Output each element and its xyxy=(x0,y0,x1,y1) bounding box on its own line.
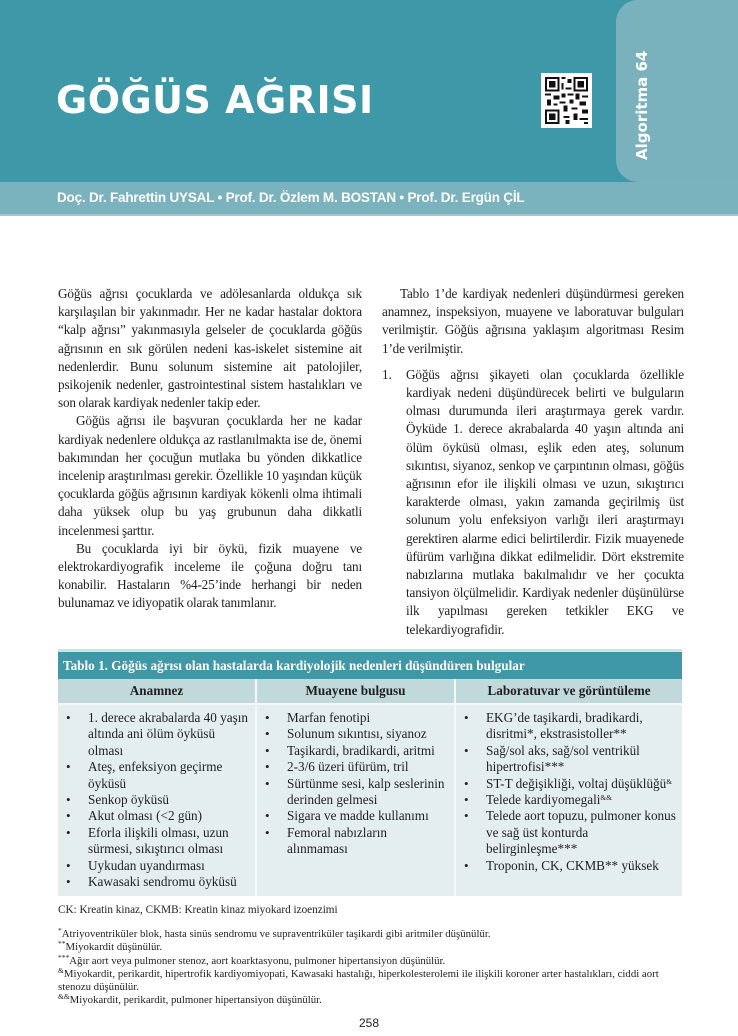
bullet-icon: • xyxy=(265,808,270,824)
table-list-item xyxy=(456,710,682,743)
table-list-item xyxy=(257,710,454,726)
table-list-item xyxy=(58,792,255,808)
footnote-mark: *** xyxy=(58,952,70,962)
item-text: Göğüs ağrısı şikayeti olan çocuklarda özellikle kardiyak nedeni düşündürecek belirti ve bulguların olması durumunda ileri araştırmaya gerek vardır. Öyküde 1. derece akrabalarda 40 yaşın altında ani ölüm öyküsü olması, eşlik eden ateş, solunum sıkıntısı, siyanoz, senkop ve çarpıntının olması, göğüs ağrısının efor ile ilişkili olması ve uzun, sıkıştırıcı karakterde olması, yakın zamanda geçirilmiş üst solunum yolu enfeksiyon varlığı ileri araştırmayı gerektiren alarme edici belirtilerdir. Fizik muayenede üfürüm varlığına dikkat edilmelidir. Dört ekstremite nabızlarına mutlaka bakılmalıdır ve her çocukta tansiyon ölçülmelidir. Kardiyak nedenler düşünülürse ilk yapılması gereken tetkikler EKG ve telekardiyografidir. xyxy=(406,366,684,637)
footnote-text: Ağır aort veya pulmoner stenoz, aort koarktasyonu, pulmoner hipertansiyon düşünülür. xyxy=(69,954,446,967)
body-paragraph: Tablo 1’de kardiyak nedenleri düşündürmesi gereken anamnez, inspeksiyon, muayene ve laboratuvar bulguları verilmiştir. Göğüs ağrısına yaklaşım algoritması Resim 1’de verilmiştir. xyxy=(382,286,684,356)
numbered-item xyxy=(382,366,684,639)
bullet-icon: • xyxy=(265,824,270,840)
footnote xyxy=(58,941,688,954)
footnote-text: Atriyoventriküler blok, hasta sinüs sendromu ve supraventriküler taşikardi gibi aritmiler düşünülür. xyxy=(61,928,491,940)
table-header-row xyxy=(58,679,682,703)
table-list-item xyxy=(58,710,255,759)
footnote-text: Miyokardit düşünülür. xyxy=(65,941,163,954)
bullet-icon: • xyxy=(464,710,469,725)
page-number: 258 xyxy=(358,1016,380,1030)
footnotes xyxy=(58,928,688,1008)
bullet-icon: • xyxy=(265,775,270,791)
item-text: Ateş, enfeksiyon geçirme öyküsü xyxy=(88,759,223,791)
table-list-item xyxy=(58,858,255,874)
item-text: Troponin, CK, CKMB** yüksek xyxy=(486,857,659,873)
footnote-ref: && xyxy=(600,793,613,803)
bullet-icon: • xyxy=(464,775,469,791)
bullet-icon: • xyxy=(66,710,71,725)
qr-code-icon[interactable] xyxy=(541,73,592,128)
item-text: Uykudan uyandırması xyxy=(88,857,205,873)
table-list-item xyxy=(257,808,454,824)
footnote-mark: ** xyxy=(58,939,66,949)
item-text: Kawasaki sendromu öyküsü xyxy=(88,874,237,890)
footnote xyxy=(58,965,688,995)
footnote-mark: & xyxy=(58,965,64,975)
page-title: GÖĞÜS AĞRISI xyxy=(56,78,374,122)
bullet-icon: • xyxy=(66,824,71,840)
bullet-icon: • xyxy=(265,710,270,725)
item-text: Sigara ve madde kullanımı xyxy=(287,808,429,824)
table-list-item xyxy=(58,808,255,824)
item-text: Marfan fenotipi xyxy=(287,710,371,725)
footnote xyxy=(58,994,688,1007)
bullet-icon: • xyxy=(464,742,469,758)
table-list-item xyxy=(58,825,255,858)
item-text: Telede kardiyomegali xyxy=(486,792,601,808)
item-text: Taşikardi, bradikardi, aritmi xyxy=(287,742,435,758)
table-list-item xyxy=(257,759,454,775)
item-text: Sağ/sol aks, sağ/sol ventrikül hipertrofisi*** xyxy=(486,742,640,775)
left-column xyxy=(58,285,362,613)
table-caption: Tablo 1. Göğüs ağrısı olan hastalarda kardiyolojik nedenleri düşündüren bulgular xyxy=(58,652,682,679)
table-list-item xyxy=(257,743,454,759)
exam-cell xyxy=(255,705,454,896)
footnote-mark: && xyxy=(58,992,70,1002)
item-text: EKG’de taşikardi, bradikardi, disritmi*, ekstrasistoller** xyxy=(486,710,643,742)
bullet-icon: • xyxy=(265,742,270,758)
body-paragraph: Göğüs ağrısı çocuklarda ve adölesanlarda oldukça sık karşılaşılan bir yakınmadır. Her ne kadar hastalar doktora “kalp ağrısı” yakınmasıyla gelseler de çocuklarda göğüs ağrısının en sık görülen nedeni kas-iskelet sistemine ait nedenlerdir. Bunu solunum sistemine ait patolojiler, psikojenik nedenler, gastrointestinal sistem hastalıkları ve son olarak kardiyak nedenler takip eder. xyxy=(58,286,362,411)
authors: Doç. Dr. Fahrettin UYSAL • Prof. Dr. Özlem M. BOSTAN • Prof. Dr. Ergün ÇİL xyxy=(57,190,525,205)
findings-table xyxy=(58,649,682,896)
table-list-item xyxy=(456,808,682,857)
bullet-icon: • xyxy=(66,808,71,824)
table-body-row xyxy=(58,703,682,896)
footnote-text: Miyokardit, perikardit, pulmoner hipertansiyon düşünülür. xyxy=(69,994,322,1007)
item-text: Eforla ilişkili olması, uzun sürmesi, sıkıştırıcı olması xyxy=(88,824,229,857)
table-list-item xyxy=(58,874,255,890)
item-text: Femoral nabızların alınmaması xyxy=(287,824,387,857)
item-number: 1. xyxy=(382,366,392,382)
table-list-item xyxy=(58,759,255,792)
table-list-item xyxy=(257,726,454,742)
bullet-icon: • xyxy=(265,726,270,742)
body-paragraph: Bu çocuklarda iyi bir öykü, fizik muayene ve elektrokardiyografik inceleme ile çoğuna doğru tanı konabilir. Hastaların %4-25’inde herhangi bir neden bulunamaz ve idiyopatik olarak tanımlanır. xyxy=(58,540,362,611)
table-list-item xyxy=(456,858,682,874)
footnote xyxy=(58,928,688,941)
table-list-item xyxy=(257,825,454,858)
item-text: Senkop öyküsü xyxy=(88,792,169,808)
anamnesis-cell xyxy=(58,705,255,896)
bullet-icon: • xyxy=(464,792,469,808)
bullet-icon: • xyxy=(464,808,469,824)
footnote-ref: & xyxy=(666,776,673,786)
chapter-tab-label: Algoritma 64 xyxy=(633,50,651,160)
item-text: Akut olması (<2 gün) xyxy=(88,808,203,824)
footnote-text: Miyokardit, perikardit, hipertrofik kardiyomiyopati, Kawasaki hastalığı, hiperkolesterolemi ile ilişkili koroner arter hastalıkları, ciddi aort stenozu düşünülür. xyxy=(58,967,659,994)
bullet-icon: • xyxy=(66,857,71,873)
item-text: ST-T değişikliği, voltaj düşüklüğü xyxy=(486,775,667,791)
right-column xyxy=(382,285,684,639)
bullet-icon: • xyxy=(66,874,71,890)
bullet-icon: • xyxy=(265,759,270,775)
table-list-item xyxy=(456,792,682,808)
item-text: 1. derece akrabalarda 40 yaşın altında ani ölüm öyküsü olması xyxy=(88,710,248,758)
bullet-icon: • xyxy=(464,857,469,873)
lab-cell xyxy=(454,705,682,896)
bullet-icon: • xyxy=(66,759,71,775)
item-text: Sürtünme sesi, kalp seslerinin derinden gelmesi xyxy=(287,775,445,808)
item-text: Telede aort topuzu, pulmoner konus ve sağ üst konturda belirginleşme*** xyxy=(486,808,676,857)
table-list-item xyxy=(257,776,454,809)
body-paragraph: Göğüs ağrısı ile başvuran çocuklarda her ne kadar kardiyak nedenlere oldukça az rastlanılmakta ise de, önemi bakımından her çocuğun mutlaka bu yönden dikkatlice incelenip araştırılması gerekir. Özellikle 10 yaşından küçük çocuklarda göğüs ağrısının kardiyak kökenli olma ihtimali daha yüksek olup bu yaş grubunun daha dikkatli incelenmesi şarttır. xyxy=(58,413,362,538)
abbreviations-note: CK: Kreatin kinaz, CKMB: Kreatin kinaz miyokard izoenzimi xyxy=(58,904,338,916)
footnote xyxy=(58,952,688,968)
item-text: 2-3/6 üzeri üfürüm, tril xyxy=(287,759,409,775)
column-header-lab: Laboratuvar ve görüntüleme xyxy=(454,679,682,703)
column-header-anamnesis: Anamnez xyxy=(129,683,184,698)
table-list-item xyxy=(456,776,682,792)
bullet-icon: • xyxy=(66,792,71,808)
item-text: Solunum sıkıntısı, siyanoz xyxy=(287,726,427,742)
table-list-item xyxy=(456,743,682,776)
footnote-mark: * xyxy=(58,926,62,935)
column-header-exam: Muayene bulgusu xyxy=(255,679,454,703)
